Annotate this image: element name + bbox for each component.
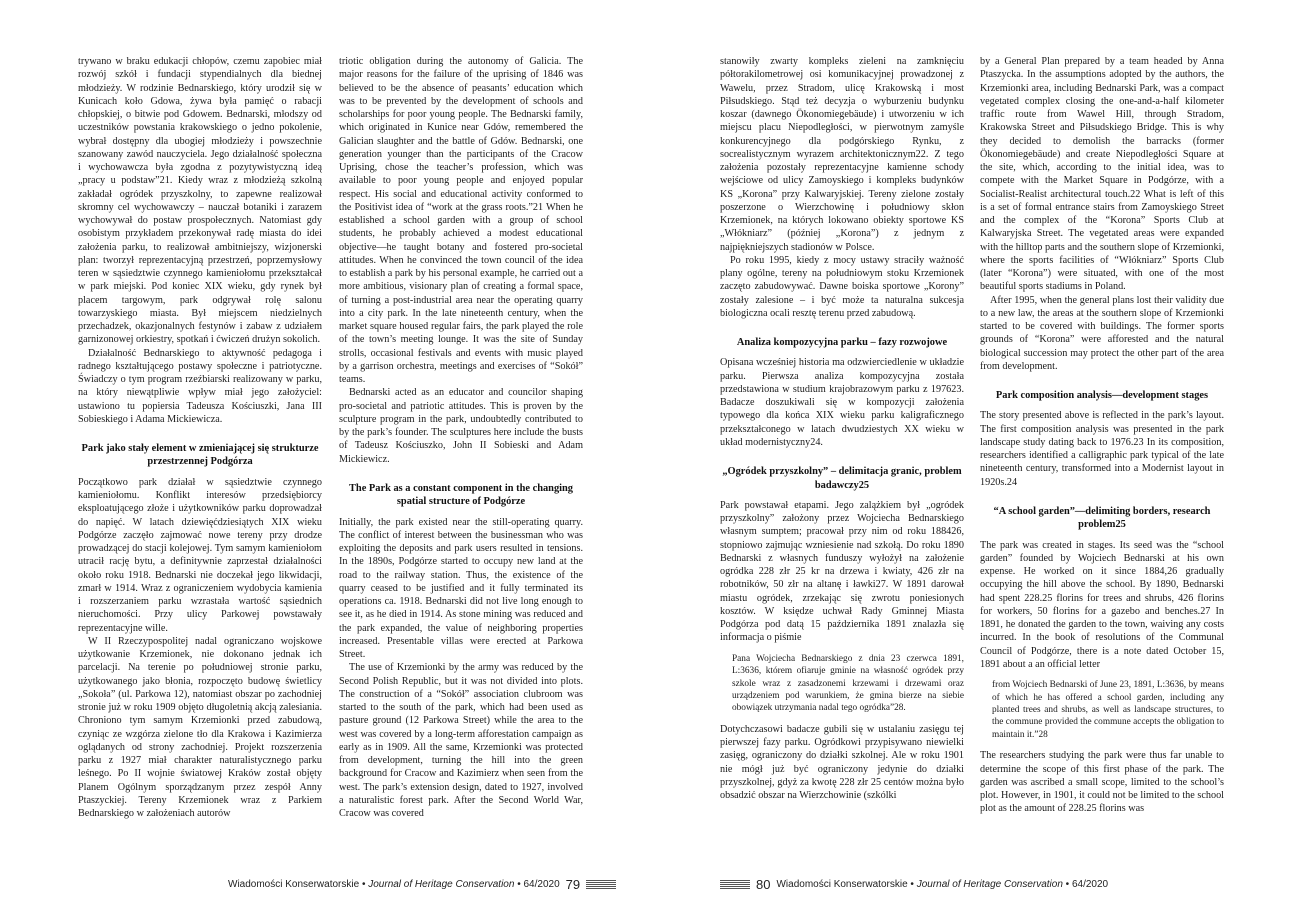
paragraph: The park was created in stages. Its seed was the “school garden” founded by Wojciech Bednarski at his own expense. He worked on it since 1884,26 gradually occupying the hill above the school. By 1890, Bednarski had spent 228.25 florins for trees and shrubs, 426 florins for workers, 50 florins for a gazebo and benches.27 In 1891, he donated the garden to the town, waiving any costs incurred. In the book of resolutions of the Communal Council of Podgórze, there is a note dated October 15, 1891 about a an official letter (980, 539, 1224, 670)
left-page-english-column (339, 55, 583, 867)
section-heading: Analiza kompozycyjna parku – fazy rozwojowe (736, 337, 948, 348)
right-page-polish-column (720, 55, 964, 867)
block-quote: Pana Wojciecha Bednarskiego z dnia 23 czerwca 1891, L:3636, którem ofiaruje gminie na własność ogródek przy szkole wraz z zasadzonemi krzewami i drzewami oraz urządzeniem pod warunkiem, że gmina bierze na siebie obowiązek utrzymania nadal tego ogródka”28. (732, 653, 964, 714)
paragraph: Dotychczasowi badacze gubili się w ustalaniu zasięgu tej pierwszej fazy parku. Ogródkowi przypisywano niewielki zasięg, ograniczony do działki szkolnej. Ale w roku 1901 nie mógł już być ograniczony jedynie do działki przyszkolnej, gdyż za kwotę 228 złr 25 centów można było obsadzić obszar na Wierzchowinie (szkólki (720, 723, 964, 801)
decorative-rule-lines (586, 880, 616, 889)
paragraph: Po roku 1995, kiedy z mocy ustawy straciły ważność plany ogólne, tereny na południowym stoku Krzemionek zaczęto zabudowywać. Dawne boiska sportowe „Korony” zostały zalesione – i być może ta naturalna sukcesja biologiczna ocali resztę terenu przed zabudową. (720, 254, 964, 319)
paragraph: by a General Plan prepared by a team headed by Anna Ptaszycka. In the assumptions adopted by the authors, the Krzemionki area, including Bednarski Park, was a compact vegetated complex closing the one-and-a-half kilometer traffic route from Wawel Hill, through Stradom, Krakowska Street and Piłsudskiego Bridge. This is why they decided to demolish the barracks (former Ökonomiegebäude) and create Niepodległości Square at the site, which, according to the initial idea, was to compete with the Market Square in Podgórze, with a Socialist-Realist architectural touch.22 What is left of this is a set of formal entrance stairs from Zamoyskiego Street and the complex of the “Korona” Sports Club at Kalwaryjska Street. The vegetated areas were expanded with the hilltop parts and the southern slope of Krzemionki, where the sports facilities of “Włókniarz” Sports Club (later “Korona”) were situated, with one of the most beautiful sports stadiums in Poland. (980, 56, 1224, 293)
section-heading: Park jako stały element w zmieniającej się strukturze przestrzennej Podgórza (81, 443, 319, 468)
paragraph: After 1995, when the general plans lost their validity due to a new law, the areas at the southern slope of Krzemionki started to be covered with buildings. The former sports grounds of “Korona” were afforested and the natural biological succession may protect the other part of the area from development. (980, 294, 1224, 372)
issue-number: 64/2020 (1071, 879, 1109, 890)
paragraph: The use of Krzemionki by the army was reduced by the Second Polish Republic, but it was not divided into plots. The construction of a “Sokół” association clubroom was started to the south of the park, which had been used as pasture ground (12 Parkowa Street) while the area to the west was covered by a long-term afforestation campaign as early as in 1909. All the same, Krzemionki was protected from development, turning the hill into the green background for Cracow and Kazimierz when seen from the west. The park’s extension design, dated to 1927, involved a naturalistic forest park. After the Second World War, Cracow was covered (339, 662, 583, 820)
separator-bullet: • (359, 879, 369, 890)
separator-bullet: • (907, 879, 917, 890)
page-number: 79 (565, 877, 581, 892)
section-heading: „Ogródek przyszkolny” – delimitacja granic, problem badawczy25 (722, 466, 962, 491)
page-number: 80 (756, 877, 771, 892)
paragraph: Park powstawał etapami. Jego zalążkiem był „ogródek przyszkolny” założony przez Wojciecha Bednarskiego własnym sumptem; pracował przy nim od roku 188426, stopniowo zajmując wzniesienie nad szkołą. Do roku 1890 Bednarski z własnych funduszy wyłożył na założenie ogródka 228 złr 25 kr na drzewa i kwiaty, 426 złr na robotników, 50 złr na altanę i ławki27. W 1891 darował miastu ogródek, zrzekając się zwrotu poniesionych kosztów. W księdze uchwał Rady Gminnej Miasta Podgórza pod datą 15 października 1891 znalazła się informacja o piśmie (720, 499, 964, 644)
section-heading: Park composition analysis—development stages (995, 390, 1209, 401)
separator-bullet: • (514, 879, 524, 890)
paragraph: The story presented above is reflected in the park’s layout. The first composition analysis was presented in the park landscape study dating back to 1976.23 In its composition, researchers identified a calligraphic park typical of the late nineteenth century, transformed into a Modernist layout in 1920s.24 (980, 410, 1224, 488)
paragraph: trywano w braku edukacji chłopów, czemu zapobiec miał rozwój szkół i fundacji stypendialnych dla biednej młodzieży. W rodzinie Bednarskiego, który urodził się w Kunicach koło Gdowa, żywa była pamięć o rabacji chłopskiej, o bitwie pod Gdowem. Bednarski, młodszy od uczestników powstania krakowskiego o jedno pokolenie, wybrał dostępny dla ubogiej młodzieży i powszechnie szanowany zawód nauczyciela. Jego działalność społeczna i wychowawcza była zgodna z pozytywistyczną ideą „pracy u podstaw”21. Kiedy wraz z młodzieżą szkolną zakładał ogródek przyszkolny, to zapewne realizował skromny cel wychowawczy – nauczał botaniki i zarazem wychowywał do postaw prospołecznych. Natomiast gdy osobistym przykładem przekonywał radę miasta do idei założenia parku, to realizował ambitniejszy, wizjonerski plan: tworzył reprezentacyjną przestrzeń, poprzemysłowy teren w sąsiedztwie czynnego kamieniołomu przekształcał w park miejski. Pod koniec XIX wieku, gdy rynek był placem targowym, park odgrywał rolę salonu towarzyskiego miasta. Był miejscem niedzielnych przechadzek, okazjonalnych festynów i zabaw z udziałem garnizonowej orkiestry, spotkań i ćwiczeń drużyn sokolich. (78, 56, 322, 346)
paragraph: triotic obligation during the autonomy of Galicia. The major reasons for the failure of the uprising of 1846 was believed to be the absence of peasants’ education which was to be prevented by the development of schools and scholarships for poor young people. The Bednarski family, which originated in Kunice near Gdów, remembered the Galician slaughter and the battle of Gdów. Bednarski, one generation younger than the participants of the Cracow Uprising, chose the teacher’s profession, which was available to poor young people and enjoyed popular respect. His social and educational activity conformed to the Positivist idea of “work at the grass roots.”21 When he established a school garden with a group of school students, he probably achieved a modest educational objective—he taught botany and fostered pro-societal attitudes. When he convinced the town council of the idea to establish a park by his personal example, he carried out a more ambitious, visionary plan of creating a formal space, of turning a post-industrial area near the operating quarry into a city park. In the late nineteenth century, when the market square housed regular fairs, the park played the role of the town’s meeting lounge. It was the site of Sunday strolls, occasional festivals and events with music played by a garrison orchestra, meetings and exercises of “Sokół” teams. (339, 56, 583, 385)
section-heading: “A school garden”—delimiting borders, research problem25 (993, 505, 1211, 531)
decorative-rule-lines (720, 880, 750, 889)
left-page-polish-column (78, 55, 322, 867)
paragraph: Początkowo park działał w sąsiedztwie czynnego kamieniołomu. Konflikt interesów przedsiębiorcy eksploatującego złoże i użytkowników parku doprowadzał do napięć. W latach dziewięćdziesiątych XIX wieku Podgórze zaczęło zajmować nowe tereny przy drodze prowadzącej do stacji kolejowej. Tym samym kamieniołom utracił rację bytu, a definitywnie zaprzestał działalności około roku 1918. Bednarski nie doczekał jego likwidacji, zmarł w 1914. Wraz z ograniczeniem wydobycia kamienia i rozszerzaniem parku wzrastała wartość sąsiednich nieruchomości. Przy ulicy Parkowej powstawały reprezentacyjne wille. (78, 476, 322, 634)
journal-name-en: Journal of Heritage Conservation (916, 879, 1063, 890)
paragraph: The researchers studying the park were thus far unable to determine the scope of this first phase of the park. The garden was ascribed a small scope, limited to the school’s plot. However, in 1901, it could not be limited to the school plot as the amount of 228.25 florins was (980, 750, 1224, 815)
paragraph: Initially, the park existed near the still-operating quarry. The conflict of interest between the businessman who was exploiting the deposits and park users resulted in tensions. In the 1890s, Podgórze started to occupy new land at the road to the railway station. Thus, the existence of the quarry ceased to be justified and it fully terminated its operations ca. 1918. Bednarski did not live long enough to see it, as he died in 1914. As stone mining was reduced and the park expanded, the value of neighboring properties increased. Presentable villas were erected at Parkowa Street. (339, 516, 583, 661)
journal-name-pl: Wiadomości Konserwatorskie (228, 879, 360, 890)
paragraph: Opisana wcześniej historia ma odzwierciedlenie w układzie parku. Pierwsza analiza kompozycyjna została przedstawiona w studium krajobrazowym parku z 197623. Badacze doszukiwali się w kompozycji założenia typowego dla końca XIX wieku parku kaligraficznego przekształconego w latach dwudziestych XX wieku w układ modernistyczny24. (720, 357, 964, 448)
paragraph: stanowiły zwarty kompleks zieleni na zamknięciu półtorakilometrowej osi komunikacyjnej prowadzonej z Wawelu, przez Stradom, ulicę Krakowską i most Piłsudskiego. Stąd też decyzja o wyburzeniu budynku koszar (dawnego Ökonomiegebäude) i utworzeniu w ich miejscu placu Niepodległości, w pierwotnym zamyśle konkurencyjnego dla podgórskiego Rynku, z socrealistycznym wyrazem architektonicznym22. Z tego założenia pozostały reprezentacyjne kamienne schody wejściowe od ulicy Zamoyskiego i kompleks budynków KS „Korona” przy Kalwaryjskiej. Tereny zielone zostały poszerzone o Wierzchowinę i południowy skłon Krzemionek, na których lokowano obiekty sportowe KS „Włókniarz” (później „Korona”) z jednym z najpiękniejszych stadionów w Polsce. (720, 56, 964, 253)
issue-number: 64/2020 (523, 879, 560, 890)
journal-name-en: Journal of Heritage Conservation (368, 879, 515, 890)
paragraph: Działalność Bednarskiego to aktywność pedagoga i radnego kształtującego postawy społeczne i patriotyczne. Świadczy o tym program rzeźbiarski realizowany w parku, na który niewątpliwie wpływ miał jego założyciel: ustawiono tu popiersia Tadeusza Kościuszki, Jana III Sobieskiego i Adama Mickiewicza. (78, 347, 322, 425)
left-page-footer (228, 877, 616, 892)
separator-bullet: • (1062, 879, 1072, 890)
paragraph: Bednarski acted as an educator and councilor shaping pro-societal and patriotic attitudes. This is proven by the sculpture program in the park, undoubtedly contributed to by the park’s founder. The sculptures here include the busts of Tadeusz Kościuszko, John II Sobieski and Adam Mickiewicz. (339, 387, 583, 465)
right-page-english-column (980, 55, 1224, 867)
paragraph: W II Rzeczypospolitej nadal ograniczano wojskowe użytkowanie Krzemionek, nie dokonano jednak ich parcelacji. Na terenie po południowej stronie parku, użytkowanego jako błonia, rozpoczęto budowę świetlicy „Sokoła” (ul. Parkowa 12), natomiast obszar po zachodniej stronie już w roku 1909 objęto długoletnią akcją zalesiania. Chroniono tym samym Krzemionki przed zabudową, czyniąc ze wzgórza zielone tło dla Krakowa i Kazimierza oglądanych od strony zachodniej. Projekt rozszerzenia parku z 1927 miał charakter naturalistycznego parku leśnego. Po II wojnie światowej Kraków został objęty Planem Ogólnym sporządzanym przez zespół Anny Ptaszyckiej. Tereny Krzemionek wraz z Parkiem Bednarskiego w założeniach autorów (78, 635, 322, 820)
right-page-footer (720, 877, 1108, 892)
section-heading: The Park as a constant component in the changing spatial structure of Podgórze (349, 482, 573, 508)
block-quote: from Wojciech Bednarski of June 23, 1891, L:3636, by means of which he has offered a school garden, including any planted trees and shrubs, as well as landscape structures, to the commune provided the commune accepts the obligation to maintain it.”28 (992, 680, 1224, 740)
journal-name-pl: Wiadomości Konserwatorskie (776, 879, 908, 890)
